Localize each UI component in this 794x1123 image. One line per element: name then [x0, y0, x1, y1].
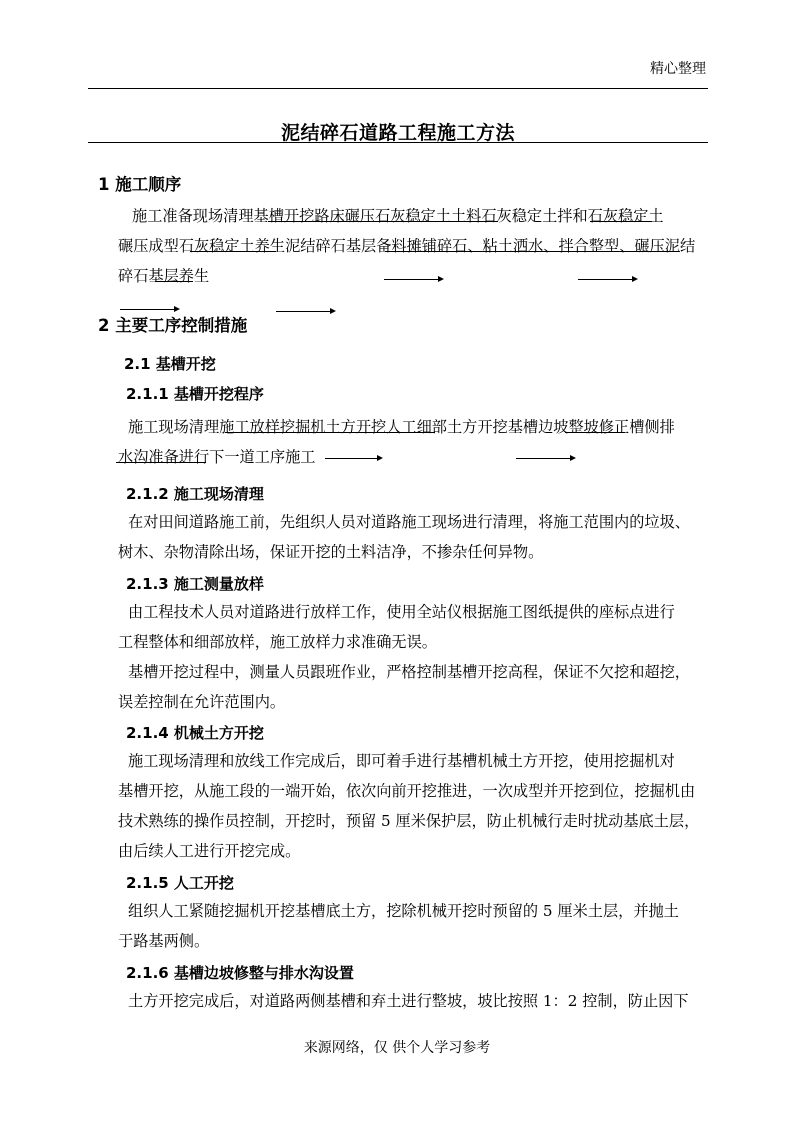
text-line: 施工现场清理施工放样挖掘机土方开挖人工细部土方开挖基槽边坡整坡修正槽侧排 [128, 418, 675, 436]
strike-line [155, 281, 193, 282]
flow-arrow [384, 279, 442, 280]
text-line: 组织人工紧随挖掘机开挖基槽底土方，挖除机械开挖时预留的 5 厘米土层，并抛土 [128, 902, 679, 920]
text-line: 工程整体和细部放样，施工放样力求准确无误。 [118, 633, 437, 651]
text-line: 树木、杂物清除出场，保证开挖的土料洁净，不掺杂任何异物。 [118, 543, 544, 561]
section-2-heading: 2 主要工序控制措施 [98, 316, 248, 335]
title-rule [88, 142, 708, 143]
subsection-2-1-1-paragraph [88, 412, 710, 472]
subsection-2-1-5-paragraph [88, 896, 710, 956]
text-line: 碎石基层养生 [118, 267, 210, 285]
subsection-2-1-1-heading: 2.1.1 基槽开挖程序 [126, 385, 264, 403]
page-header: 精心整理 [650, 61, 706, 77]
text-line: 于路基两侧。 [118, 932, 210, 950]
header-rule [88, 88, 708, 89]
text-line: 施工准备现场清理基槽开挖路床碾压石灰稳定土土料石灰稳定土拌和石灰稳定土 [132, 207, 664, 225]
text-line: 施工现场清理和放线工作完成后，即可着手进行基槽机械土方开挖，使用挖掘机对 [128, 752, 675, 770]
subsection-2-1-3-paragraph [88, 597, 710, 717]
subsection-2-1-heading: 2.1 基槽开挖 [124, 355, 216, 373]
text-line: 误差控制在允许范围内。 [118, 693, 286, 711]
page-footer: 来源网络，仅 供个人学习参考 [303, 1040, 491, 1056]
subsection-2-1-3-heading: 2.1.3 施工测量放样 [126, 575, 264, 593]
text-line: 基槽开挖过程中，测量人员跟班作业，严格控制基槽开挖高程，保证不欠挖和超挖， [128, 663, 690, 681]
text-line: 土方开挖完成后，对道路两侧基槽和弃土进行整坡，坡比按照 1：2 控制，防止因下 [128, 992, 689, 1010]
subsection-2-1-6-paragraph [88, 986, 710, 1016]
text-line: 水沟准备进行下一道工序施工 [118, 448, 316, 466]
section-1-heading: 1 施工顺序 [98, 175, 182, 194]
strike-line [268, 221, 498, 222]
subsection-2-1-4-heading: 2.1.4 机械土方开挖 [126, 724, 264, 742]
text-line: 在对田间道路施工前，先组织人员对道路施工现场进行清理，将施工范围内的垃圾、 [128, 513, 690, 531]
flow-arrow [516, 458, 574, 459]
text-line: 由后续人工进行开挖完成。 [118, 842, 301, 860]
flow-arrow [325, 458, 381, 459]
strike-line [225, 432, 435, 433]
strike-line [385, 251, 680, 252]
text-line: 碾压成型石灰稳定土养生泥结碎石基层备料摊铺碎石、粘土洒水、拌合整型、碾压泥结 [118, 237, 696, 255]
subsection-2-1-2-heading: 2.1.2 施工现场清理 [126, 485, 264, 503]
flow-arrow [578, 279, 636, 280]
strike-line [590, 221, 652, 222]
subsection-2-1-4-paragraph [88, 746, 710, 866]
strike-line [565, 432, 625, 433]
text-line: 由工程技术人员对道路进行放样工作，使用全站仪根据施工图纸提供的座标点进行 [128, 603, 675, 621]
document-title: 泥结碎石道路工程施工方法 [280, 122, 515, 144]
text-line: 基槽开挖，从施工段的一端开始，依次向前开挖推进，一次成型并开挖到位，挖掘机由 [118, 782, 696, 800]
strike-line [190, 251, 276, 252]
section-1-paragraph [88, 201, 710, 291]
text-line: 技术熟练的操作员控制，开挖时，预留 5 厘米保护层，防止机械行走时扰动基底土层， [118, 812, 700, 830]
flow-arrow [120, 309, 178, 310]
strike-line [116, 462, 206, 463]
subsection-2-1-6-heading: 2.1.6 基槽边坡修整与排水沟设置 [126, 964, 354, 982]
subsection-2-1-2-paragraph [88, 507, 710, 567]
flow-arrow [276, 311, 334, 312]
subsection-2-1-5-heading: 2.1.5 人工开挖 [126, 874, 234, 892]
